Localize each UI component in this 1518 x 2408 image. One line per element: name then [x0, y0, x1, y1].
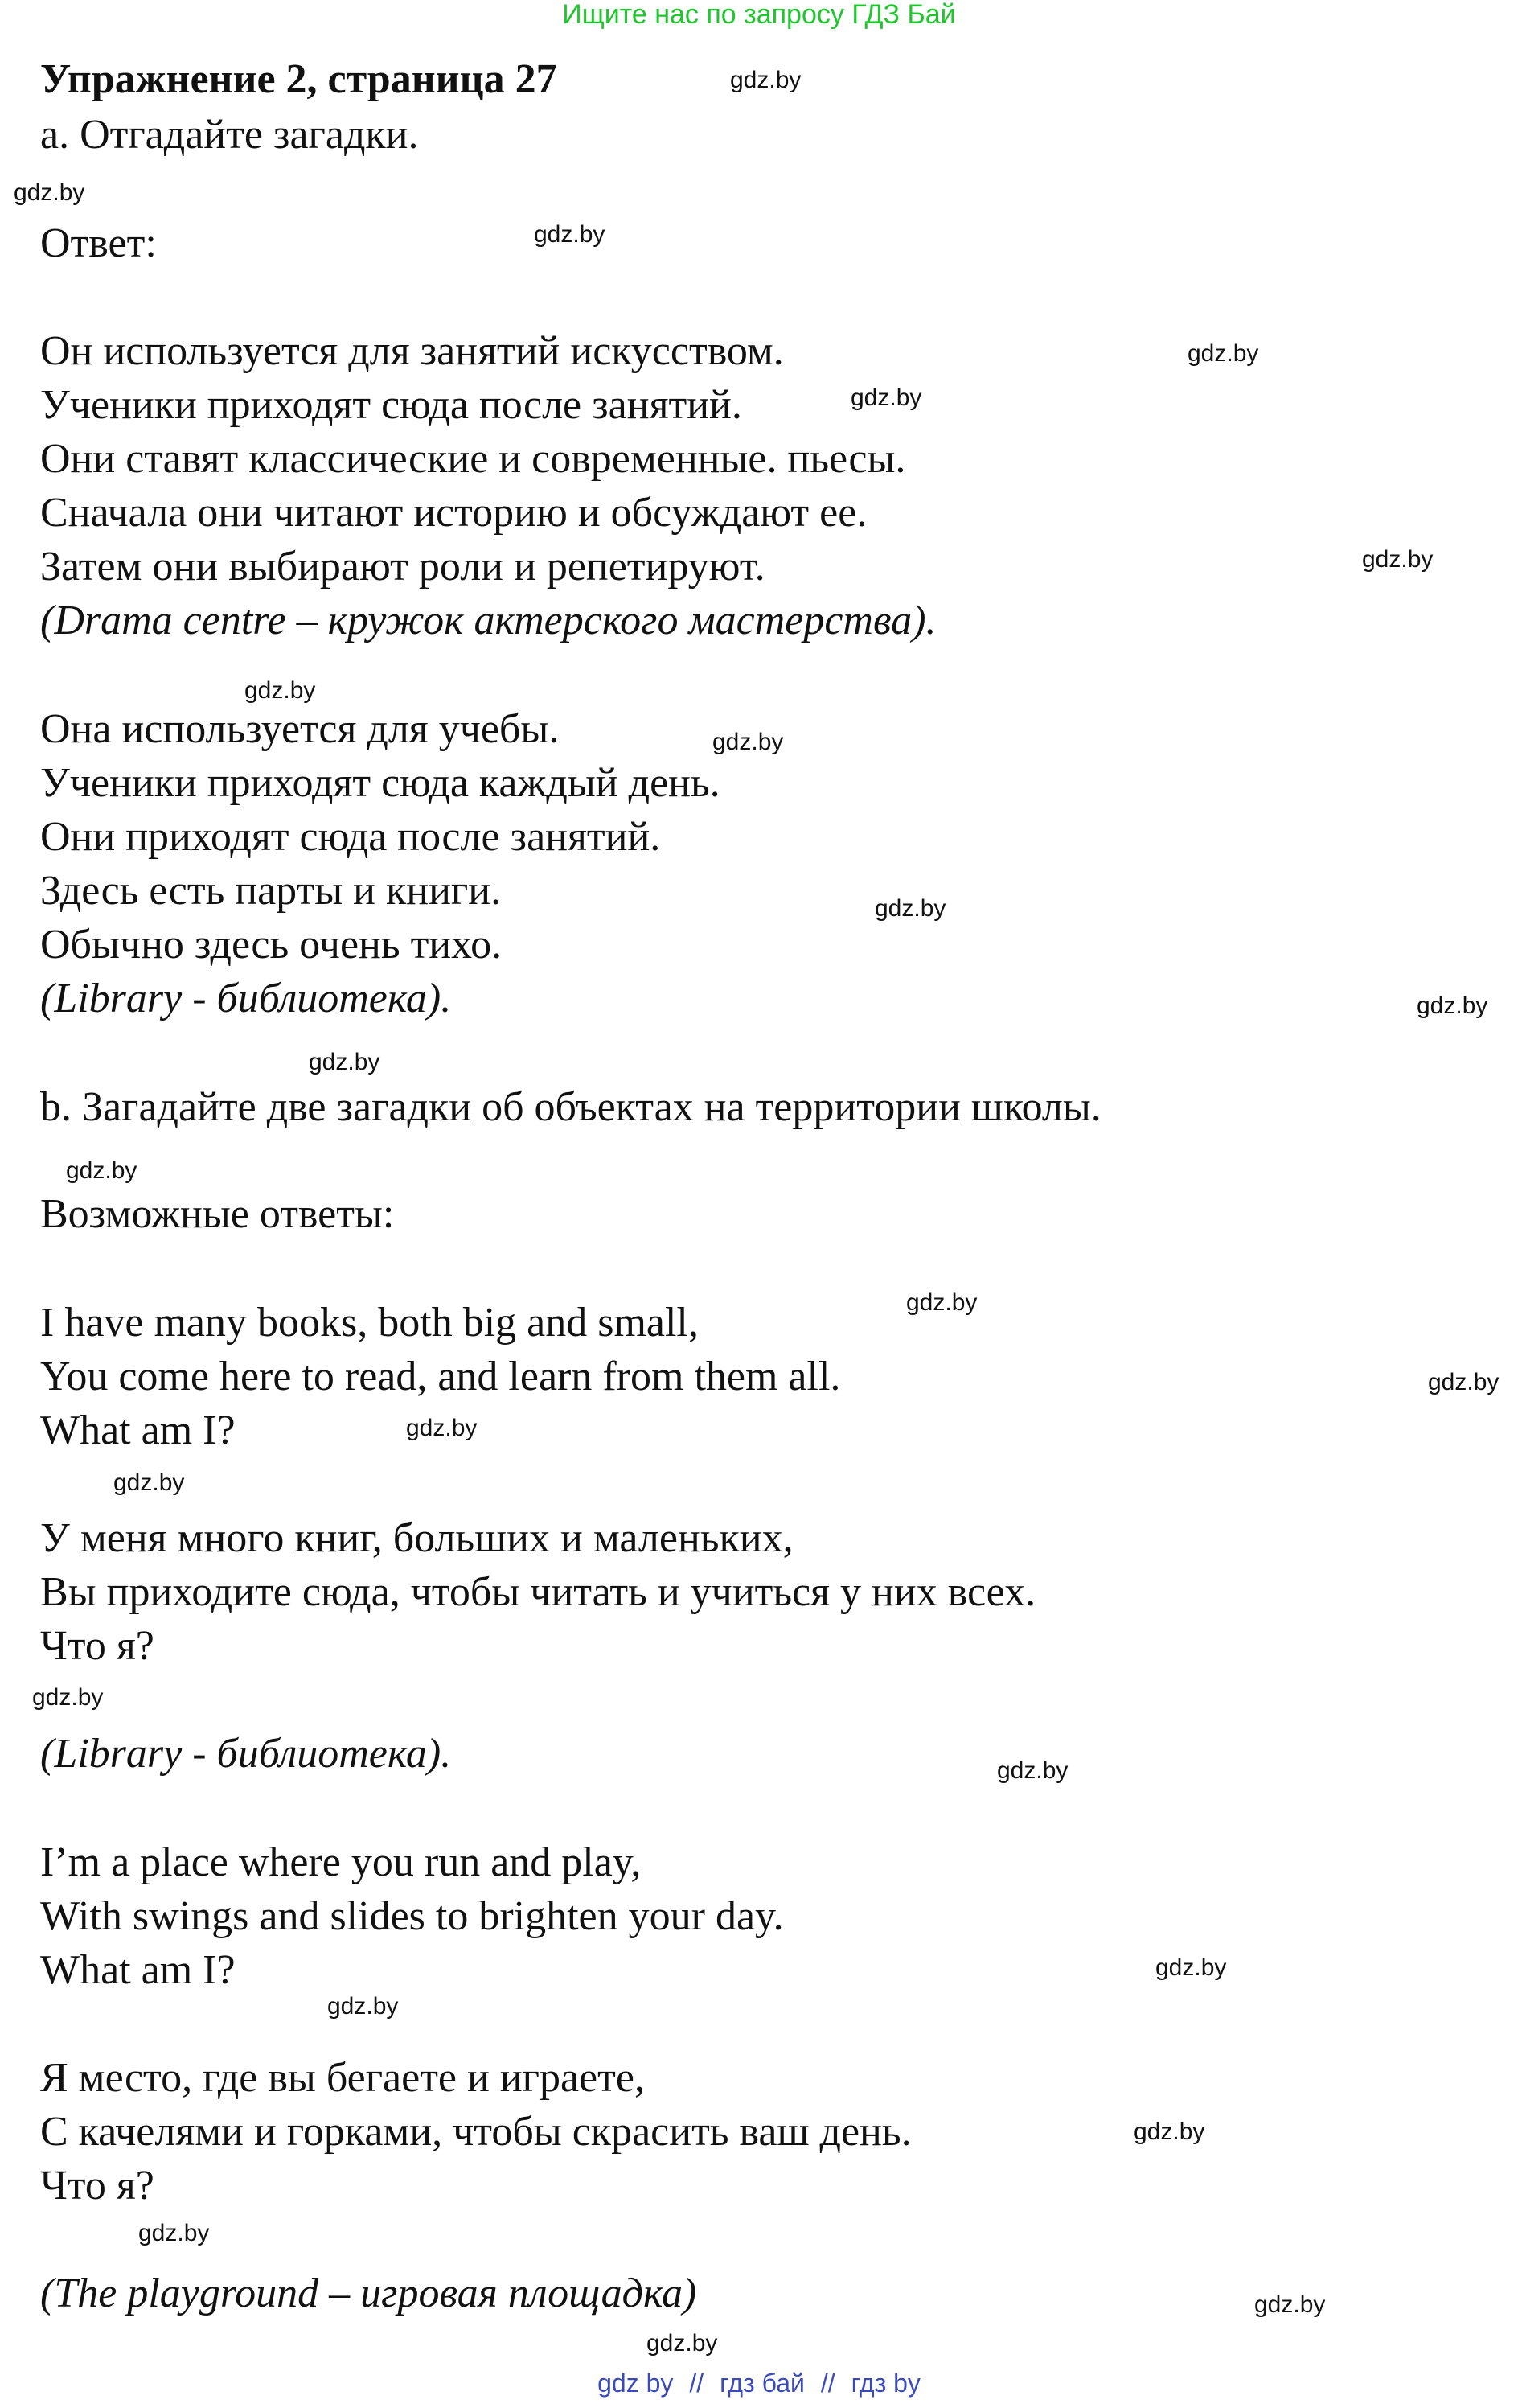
task-b-prompt: b. Загадайте две загадки об объектах на территории школы.: [40, 1084, 1102, 1130]
riddle2-line: Они приходят сюда после занятий.: [40, 814, 661, 860]
watermark: gdz.by: [14, 179, 85, 206]
watermark: gdz.by: [66, 1157, 137, 1184]
poem2-ru-line: Я место, где вы бегаете и играете,: [40, 2055, 645, 2101]
footer-link-gdz-bai[interactable]: гдз бай: [720, 2369, 805, 2398]
task-a-prompt: a. Отгадайте загадки.: [40, 112, 419, 158]
poem1-en-line: You come here to read, and learn from them all.: [40, 1354, 841, 1399]
riddle2-line: Она используется для учебы.: [40, 706, 560, 752]
riddle1-answer: (Drama centre – кружок актерского мастерства).: [40, 598, 937, 643]
poem1-en-line: What am I?: [40, 1407, 236, 1453]
answer-label: Ответ:: [40, 220, 157, 266]
watermark: gdz.by: [534, 221, 605, 248]
footer-link-gdz-by[interactable]: gdz by: [597, 2369, 674, 2398]
footer-links: [0, 2369, 1518, 2398]
watermark: gdz.by: [1155, 1954, 1227, 1981]
watermark: gdz.by: [851, 384, 922, 411]
poem2-en-line: I’m a place where you run and play,: [40, 1839, 642, 1885]
poem2-ru-line: С качелями и горками, чтобы скрасить ваш день.: [40, 2109, 912, 2155]
footer-separator: //: [820, 2369, 835, 2398]
watermark: gdz.by: [138, 2220, 210, 2246]
riddle2-line: Ученики приходят сюда каждый день.: [40, 760, 720, 806]
poem2-ru-line: Что я?: [40, 2163, 154, 2209]
footer-separator: //: [689, 2369, 704, 2398]
poem2-en-line: What am I?: [40, 1947, 236, 1993]
top-banner-link[interactable]: Ищите нас по запросу ГДЗ Бай: [562, 0, 956, 30]
watermark: gdz.by: [32, 1684, 104, 1711]
watermark: gdz.by: [1362, 546, 1434, 573]
page-title: Упражнение 2, страница 27: [40, 56, 557, 102]
poem1-ru-line: У меня много книг, больших и маленьких,: [40, 1515, 794, 1561]
poem1-answer: (Library - библиотека).: [40, 1731, 452, 1777]
riddle2-line: Обычно здесь очень тихо.: [40, 922, 503, 968]
poem1-ru-line: Вы приходите сюда, чтобы читать и учиться у них всех.: [40, 1569, 1036, 1615]
watermark: gdz.by: [244, 677, 316, 704]
riddle2-line: Здесь есть парты и книги.: [40, 868, 502, 914]
watermark: gdz.by: [1254, 2291, 1326, 2318]
riddle1-line: Он используется для занятий искусством.: [40, 328, 784, 374]
watermark: gdz.by: [997, 1757, 1069, 1784]
riddle2-answer: (Library - библиотека).: [40, 976, 452, 1021]
poem2-answer: (The playground – игровая площадка): [40, 2270, 697, 2316]
watermark: gdz.by: [309, 1049, 380, 1075]
riddle1-line: Сначала они читают историю и обсуждают ее.: [40, 490, 868, 536]
riddle1-line: Они ставят классические и современные. пьесы.: [40, 436, 906, 482]
watermark: gdz.by: [730, 67, 802, 93]
watermark: gdz.by: [1417, 992, 1488, 1019]
poem2-en-line: With swings and slides to brighten your day.: [40, 1893, 784, 1939]
watermark: gdz.by: [646, 2330, 718, 2357]
riddle1-line: Ученики приходят сюда после занятий.: [40, 382, 742, 428]
watermark: gdz.by: [113, 1469, 185, 1496]
riddle1-line: Затем они выбирают роли и репетируют.: [40, 544, 765, 590]
watermark: gdz.by: [712, 729, 784, 755]
watermark: gdz.by: [1134, 2118, 1205, 2145]
poem1-en-line: I have many books, both big and small,: [40, 1300, 699, 1346]
possible-answers-label: Возможные ответы:: [40, 1191, 395, 1237]
watermark: gdz.by: [327, 1993, 399, 2020]
watermark: gdz.by: [1188, 340, 1259, 367]
poem1-ru-line: Что я?: [40, 1623, 154, 1669]
watermark: gdz.by: [875, 895, 946, 922]
footer-link-gdz-by-ru[interactable]: гдз by: [851, 2369, 921, 2398]
watermark: gdz.by: [906, 1289, 978, 1316]
watermark: gdz.by: [406, 1415, 478, 1441]
watermark: gdz.by: [1428, 1369, 1500, 1395]
